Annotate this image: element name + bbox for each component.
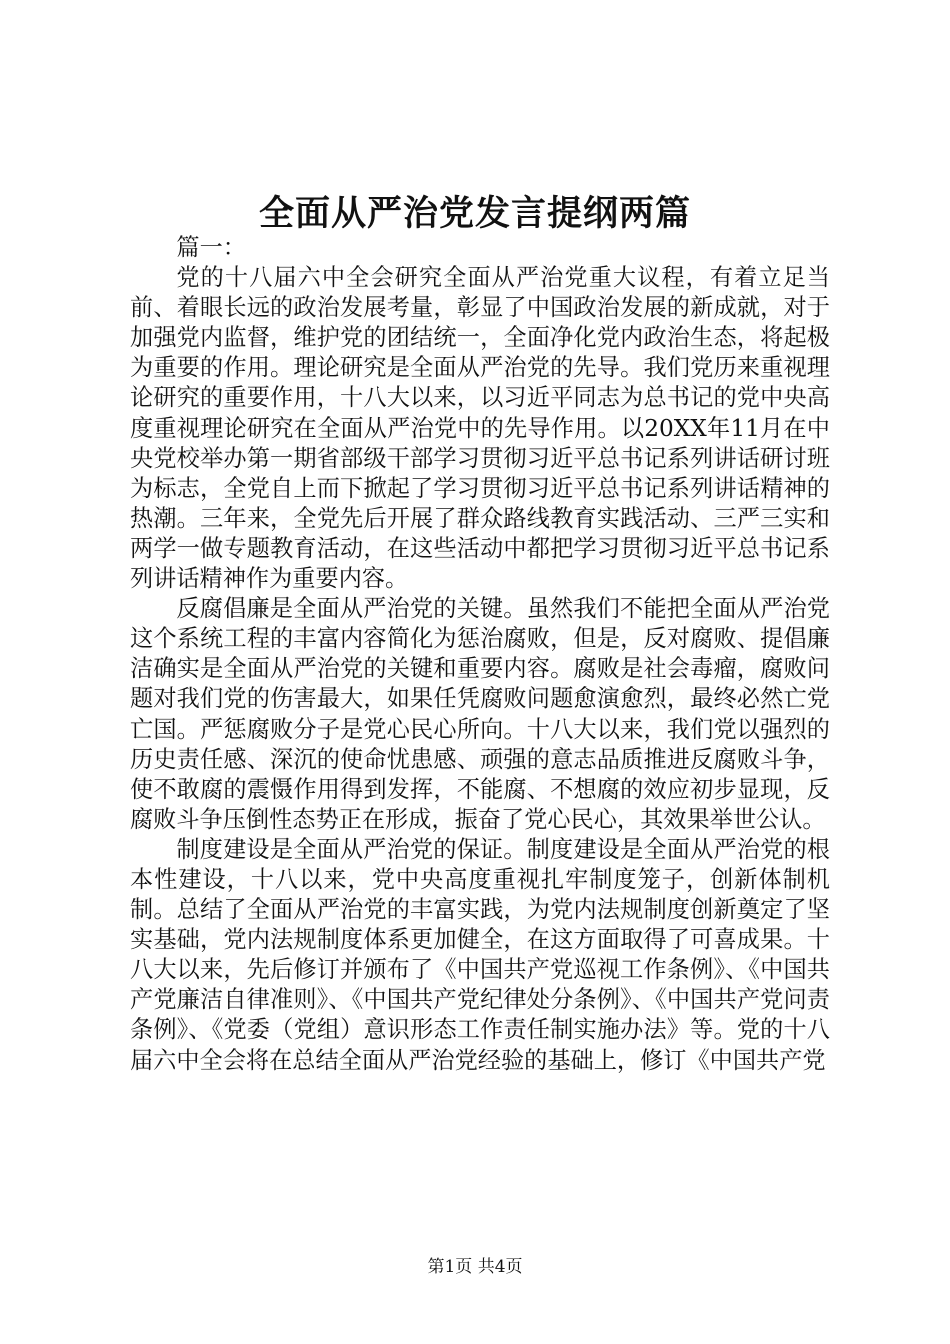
page-footer: 第1页 共4页 [427,1257,523,1277]
paragraph-3: 制度建设是全面从严治党的保证。制度建设是全面从严治党的根本性建设，十八以来，党中央高度重视扎牢制度笼子，创新体制机制。总结了全面从严治党的丰富实践，为党内法规制度创新奠定了坚实基础，党内法规制度体系更加健全，在这方面取得了可喜成果。十八大以来，先后修订并颁布了《中国共产党巡视工作条例》、《中国共产党廉洁自律准则》、《中国共产党纪律处分条例》、《中国共产党问责条例》、《党委（党组）意识形态工作责任制实施办法》等。党的十八届六中全会将在总结全面从严治党经验的基础上，修订《中国共产党 [130,835,830,1074]
document-title: 全面从严治党发言提纲两篇 [258,193,691,234]
paragraph-2: 反腐倡廉是全面从严治党的关键。虽然我们不能把全面从严治党这个系统工程的丰富内容简化为惩治腐败，但是，反对腐败、提倡廉洁确实是全面从严治党的关键和重要内容。腐败是社会毒瘤，腐败问题对我们党的伤害最大，如果任凭腐败问题愈演愈烈，最终必然亡党亡国。严惩腐败分子是党心民心所向。十八大以来，我们党以强烈的历史责任感、深沉的使命忧患感、顽强的意志品质推进反腐败斗争，使不敢腐的震慑作用得到发挥，不能腐、不想腐的效应初步显现，反腐败斗争压倒性态势正在形成，振奋了党心民心，其效果举世公认。 [130,595,830,833]
paragraph-1: 党的十八届六中全会研究全面从严治党重大议程，有着立足当前、着眼长远的政治发展考量，彰显了中国政治发展的新成就，对于加强党内监督，维护党的团结统一，全面净化党内政治生态，将起极为重要的作用。理论研究是全面从严治党的先导。我们党历来重视理论研究的重要作用，十八大以来，以习近平同志为总书记的党中央高度重视理论研究在全面从严治党中的先导作用。以20XX年11月在中央党校举办第一期省部级干部学习贯彻习近平总书记系列讲话研讨班为标志，全党自上而下掀起了学习贯彻习近平总书记系列讲话精神的热潮。三年来，全党先后开展了群众路线教育实践活动、三严三实和两学一做专题教育活动，在这些活动中都把学习贯彻习近平总书记系列讲话精神作为重要内容。 [130,264,830,593]
document-body [130,233,830,1076]
section-label: 篇一： [176,234,246,261]
